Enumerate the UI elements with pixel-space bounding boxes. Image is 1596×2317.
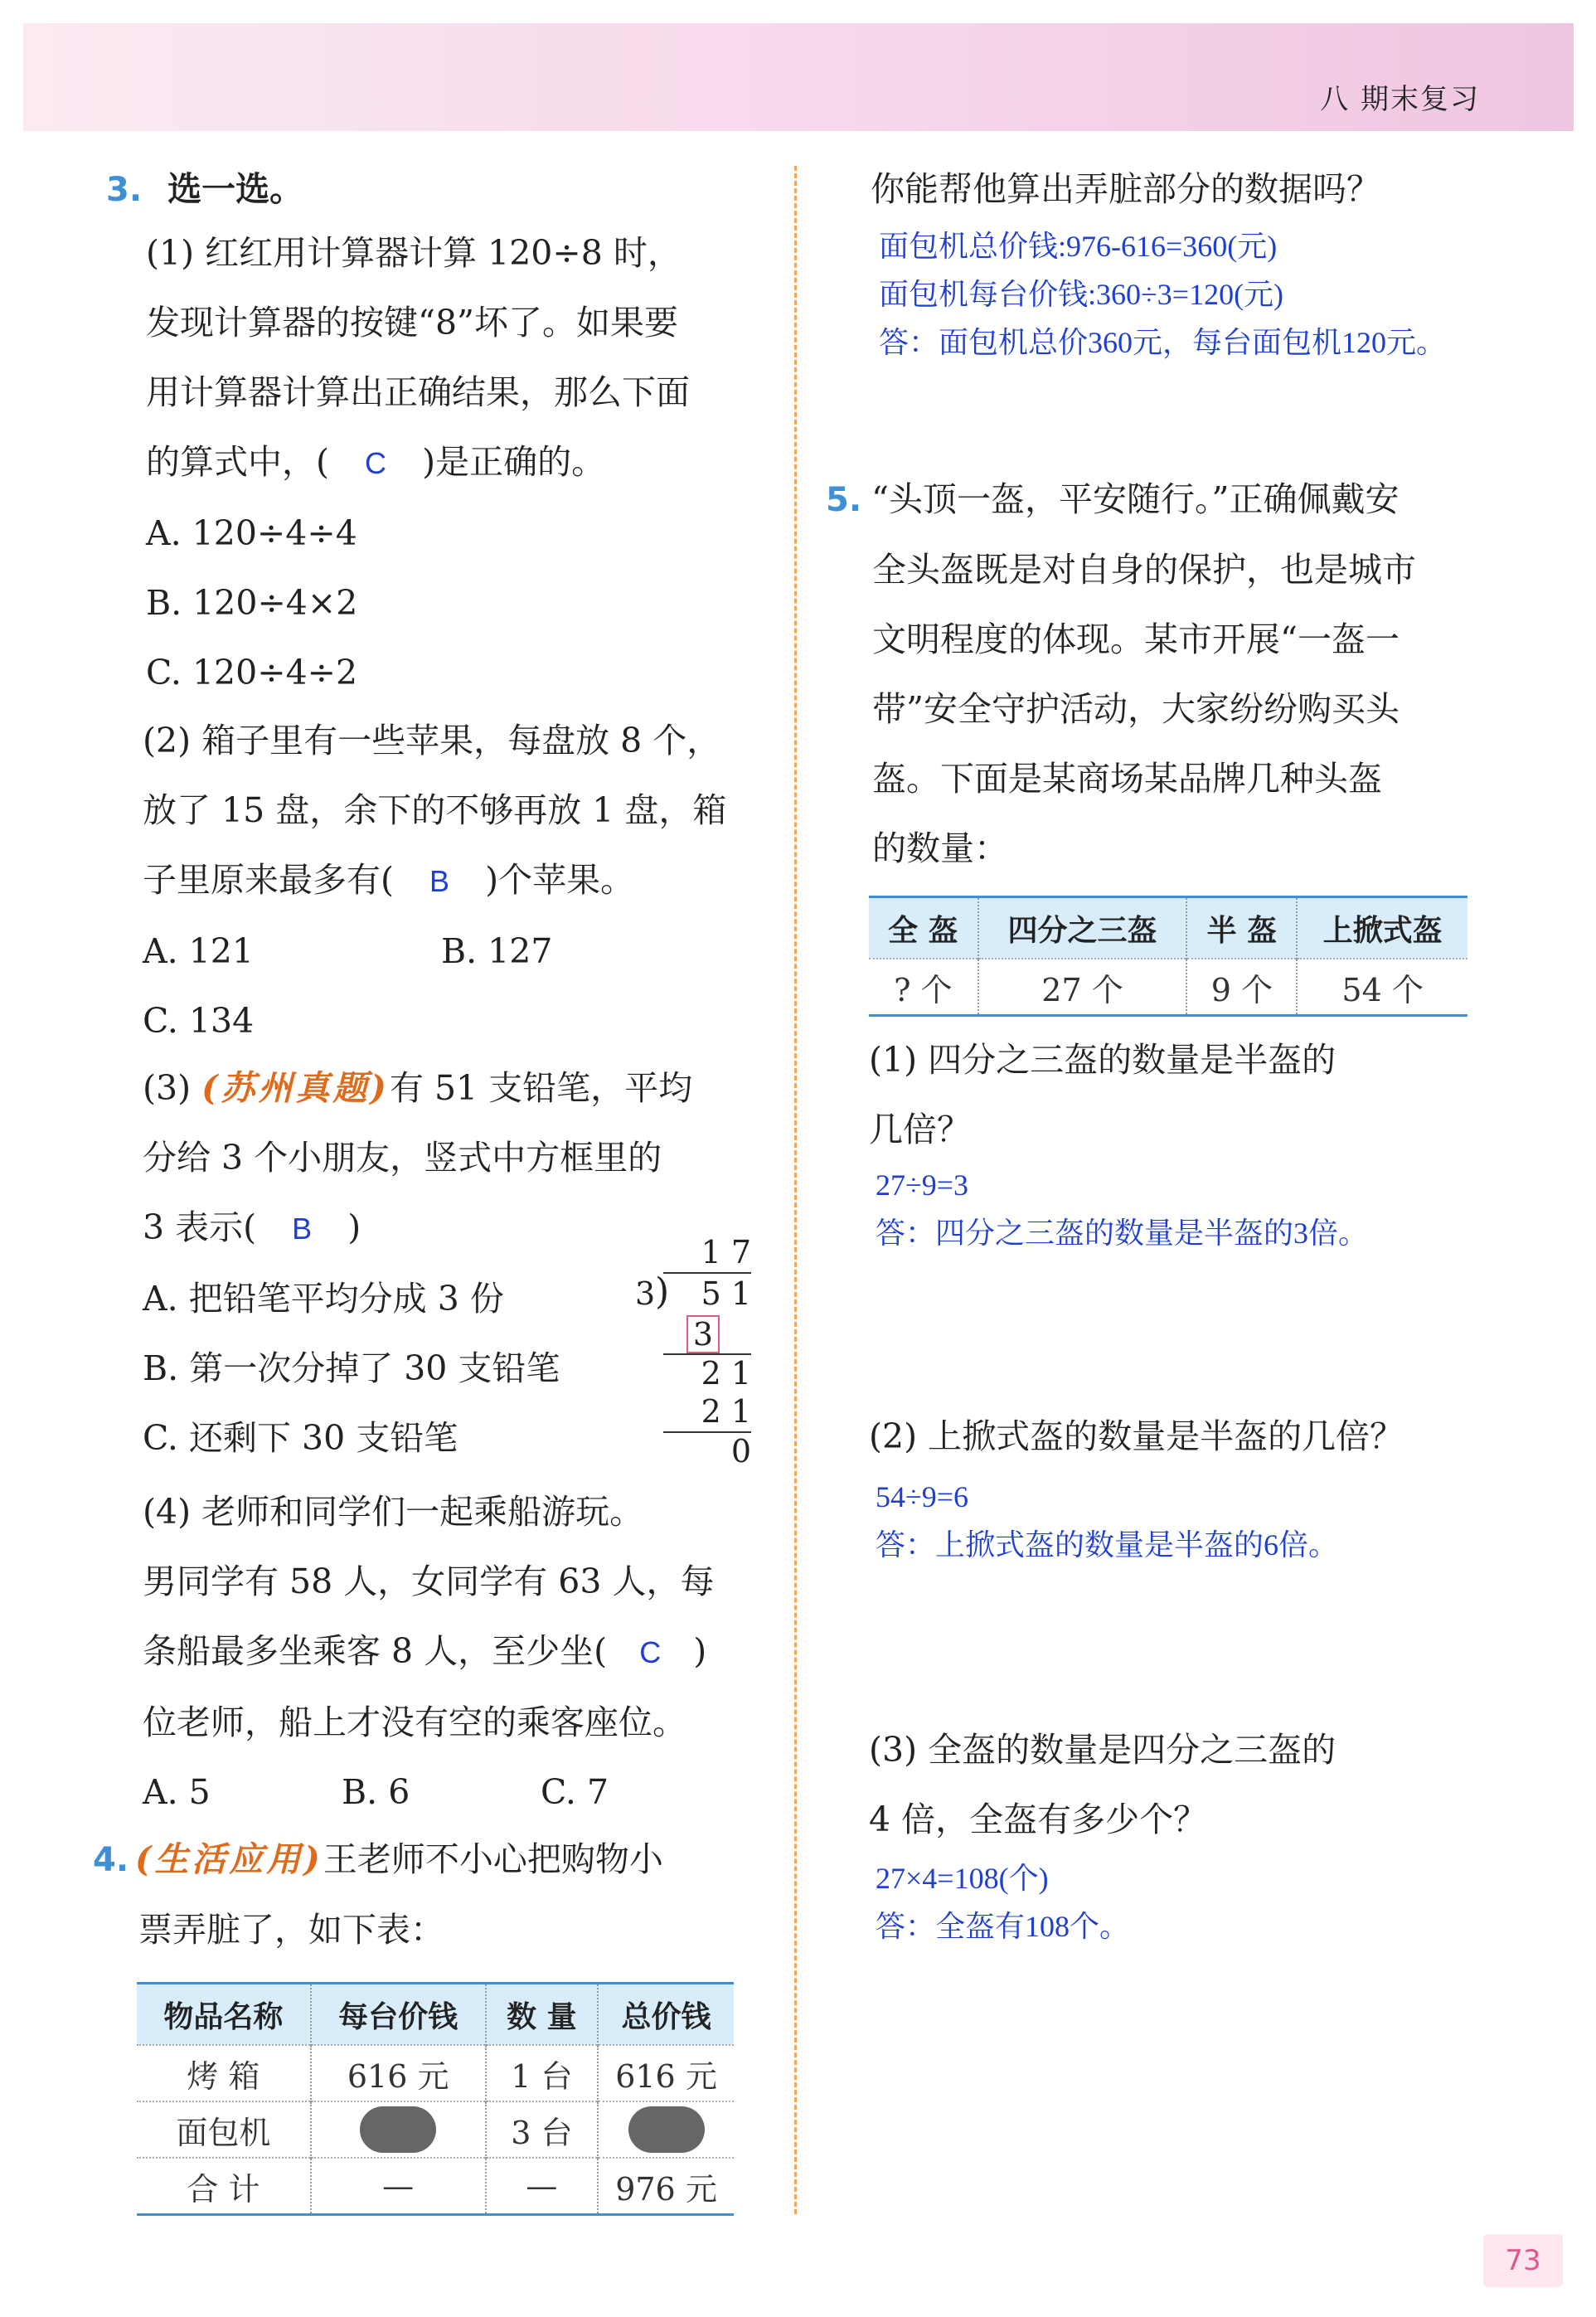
q4-answers xyxy=(879,222,1446,367)
option: B. 6 xyxy=(342,1772,410,1812)
column-divider xyxy=(794,166,797,2214)
table-cell: 54 个 xyxy=(1297,959,1467,1016)
answer-line: 面包机总价钱:976-616=360(元) xyxy=(879,230,1278,263)
source-tag: (苏州真题) xyxy=(201,1068,390,1108)
table-header-row xyxy=(137,1984,734,2046)
answer-line: 答：四分之三盔的数量是半盔的3倍。 xyxy=(876,1217,1369,1250)
answer-line: 答：面包机总价360元，每台面包机120元。 xyxy=(879,326,1447,359)
text-line: 的算式中，( xyxy=(146,442,329,482)
table-cell: — xyxy=(486,2158,598,2215)
answer-line: 面包机每台价钱:360÷3=120(元) xyxy=(879,278,1284,311)
table-cell: — xyxy=(311,2158,486,2215)
text-line: 几倍？ xyxy=(869,1110,971,1149)
q5-part3 xyxy=(869,1715,1336,1854)
option: C. 7 xyxy=(541,1772,609,1812)
table-header: 上掀式盔 xyxy=(1297,897,1467,959)
q3-part3 xyxy=(143,1053,692,1473)
table-header: 总价钱 xyxy=(598,1984,734,2046)
option: B. 127 xyxy=(441,931,553,971)
option: B. 第一次分掉了 30 支铅笔 xyxy=(143,1348,560,1388)
smudge-blot xyxy=(628,2106,705,2153)
table-header: 数 量 xyxy=(486,1984,598,2046)
receipt-table xyxy=(137,1982,734,2216)
q3-part1 xyxy=(146,218,690,707)
question-number: 5. xyxy=(826,481,862,519)
division-step: 2 1 xyxy=(663,1393,751,1433)
q3-part2 xyxy=(143,706,726,1056)
table-cell: 合 计 xyxy=(137,2158,311,2215)
text-line: 发现计算器的按键“8”坏了。如果要 xyxy=(146,303,679,342)
answer-line: 答：上掀式盔的数量是半盔的6倍。 xyxy=(876,1528,1339,1562)
table-cell: 616 元 xyxy=(598,2045,734,2101)
table-header: 全 盔 xyxy=(869,897,978,959)
q5-part3-answers xyxy=(876,1854,1129,1950)
text-line: (4) 老师和同学们一起乘船游玩。 xyxy=(143,1492,644,1532)
text-line: )个苹果。 xyxy=(485,860,635,900)
q4-continued xyxy=(871,154,1380,224)
answer-line: 27×4=108(个) xyxy=(876,1862,1049,1895)
text-line: 3 表示( xyxy=(143,1207,257,1247)
table-header-row xyxy=(869,897,1467,959)
smudged-cell xyxy=(311,2101,486,2158)
table-cell: 1 台 xyxy=(486,2045,598,2101)
q5-part2-answers xyxy=(876,1473,1338,1569)
option: B. 120÷4×2 xyxy=(146,583,358,623)
text-line: 用计算器计算出正确结果，那么下面 xyxy=(146,372,690,412)
text-line: 条船最多坐乘客 8 人，至少坐( xyxy=(143,1631,608,1671)
text-line: 票弄脏了，如下表： xyxy=(138,1910,444,1950)
q5-part2 xyxy=(869,1401,1404,1471)
table-row xyxy=(137,2101,734,2158)
answer-mark: C xyxy=(639,1635,662,1669)
text-line: )是正确的。 xyxy=(422,442,606,482)
table-cell: 3 台 xyxy=(486,2101,598,2158)
q5-part1-answers xyxy=(876,1161,1368,1257)
option: A. 121 xyxy=(143,931,254,971)
long-division xyxy=(635,1234,751,1471)
answer-mark: C xyxy=(365,446,387,480)
text-line: 的数量： xyxy=(872,828,1008,868)
division-boxed-digit: 3 xyxy=(686,1315,720,1353)
option: C. 120÷4÷2 xyxy=(146,653,358,692)
table-row xyxy=(137,2158,734,2215)
text-line: (3) 全盔的数量是四分之三盔的 xyxy=(869,1730,1336,1770)
table-cell: ? 个 xyxy=(869,959,978,1016)
smudge-blot xyxy=(360,2106,436,2153)
table-cell: 9 个 xyxy=(1186,959,1297,1016)
table-header: 物品名称 xyxy=(137,1984,311,2046)
part-label: (3) xyxy=(143,1068,192,1108)
question-4 xyxy=(93,1824,663,1965)
question-3 xyxy=(106,154,303,225)
question-5 xyxy=(826,464,1416,883)
page-number: 73 xyxy=(1483,2234,1563,2287)
text-line: 盔。下面是某商场某品牌几种头盔 xyxy=(872,759,1382,799)
q3-part4 xyxy=(143,1477,714,1827)
text-line: 你能帮他算出弄脏部分的数据吗？ xyxy=(871,169,1380,209)
text-line: (2) 上掀式盔的数量是半盔的几倍？ xyxy=(869,1416,1404,1456)
table-header: 半 盔 xyxy=(1186,897,1297,959)
question-title: 选一选。 xyxy=(167,169,304,209)
answer-line: 54÷9=6 xyxy=(876,1480,969,1513)
text-line: 子里原来最多有( xyxy=(143,860,394,900)
option: C. 134 xyxy=(143,1001,255,1041)
option: A. 5 xyxy=(143,1772,211,1812)
table-header: 四分之三盔 xyxy=(978,897,1187,959)
text-line: (1) 红红用计算器计算 120÷8 时， xyxy=(146,233,682,273)
answer-line: 答：全盔有108个。 xyxy=(876,1910,1130,1943)
text-line: 男同学有 58 人，女同学有 63 人，每 xyxy=(143,1562,715,1601)
text-line: 有 51 支铅笔，平均 xyxy=(389,1068,693,1108)
question-number: 4. xyxy=(93,1841,129,1879)
text-line: ) xyxy=(347,1207,361,1247)
option: A. 把铅笔平均分成 3 份 xyxy=(143,1279,504,1319)
text-line: 放了 15 盘，余下的不够再放 1 盘，箱 xyxy=(143,790,727,830)
text-line: 位老师，船上才没有空的乘客座位。 xyxy=(143,1703,686,1742)
table-header: 每台价钱 xyxy=(311,1984,486,2046)
source-tag: (生活应用) xyxy=(135,1839,323,1879)
division-bracket: ) xyxy=(655,1270,670,1313)
question-number: 3. xyxy=(106,171,143,209)
answer-mark: B xyxy=(292,1212,313,1246)
text-line: 带”安全守护活动，大家纷纷购买头 xyxy=(872,689,1400,729)
text-line: ) xyxy=(693,1631,707,1671)
option: C. 还剩下 30 支铅笔 xyxy=(143,1418,458,1458)
text-line: (2) 箱子里有一些苹果，每盘放 8 个， xyxy=(143,721,721,760)
text-line: “头顶一盔，平安随行。”正确佩戴安 xyxy=(871,479,1400,519)
answer-line: 27÷9=3 xyxy=(876,1168,969,1202)
division-remainder: 0 xyxy=(730,1433,751,1469)
text-line: 分给 3 个小朋友，竖式中方框里的 xyxy=(143,1138,662,1178)
text-line: 4 倍，全盔有多少个？ xyxy=(869,1800,1208,1839)
table-row xyxy=(137,2045,734,2101)
text-line: 全头盔既是对自身的保护，也是城市 xyxy=(872,550,1416,590)
table-cell: 27 个 xyxy=(978,959,1187,1016)
smudged-cell xyxy=(598,2101,734,2158)
text-line: 王老师不小心把购物小 xyxy=(323,1839,663,1879)
option: A. 120÷4÷4 xyxy=(146,513,357,553)
text-line: 文明程度的体现。某市开展“一盔一 xyxy=(872,619,1400,659)
section-title: 八 期末复习 xyxy=(1320,83,1480,116)
table-cell: 616 元 xyxy=(311,2045,486,2101)
answer-mark: B xyxy=(429,864,450,898)
table-cell: 976 元 xyxy=(598,2158,734,2215)
division-divisor: 3 xyxy=(635,1275,656,1312)
text-line: (1) 四分之三盔的数量是半盔的 xyxy=(869,1040,1336,1080)
table-cell: 烤 箱 xyxy=(137,2045,311,2101)
division-dividend: 5 1 xyxy=(701,1275,751,1312)
table-row xyxy=(869,959,1467,1016)
division-step: 2 1 xyxy=(701,1355,751,1392)
q5-part1 xyxy=(869,1025,1336,1164)
table-cell: 面包机 xyxy=(137,2101,311,2158)
helmet-table xyxy=(869,896,1467,1017)
division-quotient: 1 7 xyxy=(701,1234,751,1270)
